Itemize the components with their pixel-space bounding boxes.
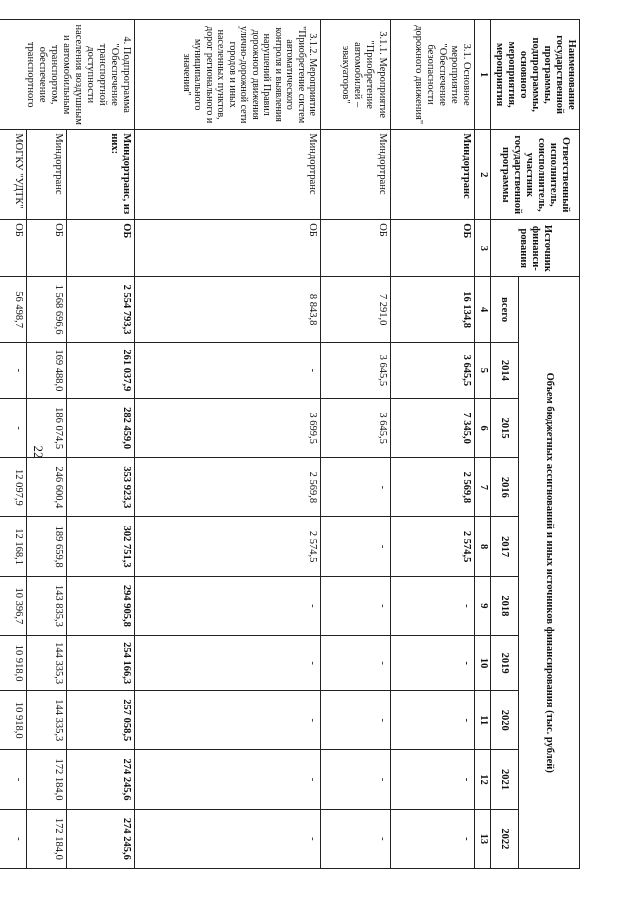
value-total: 8 843,8	[135, 277, 321, 342]
value-cell: 274 245,6	[67, 750, 135, 809]
program-name: 3.1.1. Мероприятие "Приобретение автомобилей – эвакуаторов"	[321, 20, 390, 130]
table-row	[67, 20, 135, 869]
column-index: 7	[475, 458, 490, 517]
value-cell: 294 905,8	[67, 576, 135, 635]
value-cell: 10 918,0	[0, 691, 27, 750]
value-cell: 261 037,9	[67, 342, 135, 398]
value-cell: 282 459,0	[67, 398, 135, 457]
value-cell: -	[321, 809, 390, 868]
table-row	[0, 20, 27, 869]
budget-table-sheet	[13, 19, 580, 869]
header-year: 2019	[490, 635, 519, 690]
value-cell: -	[321, 576, 390, 635]
header-executor: Ответственный исполнитель, соисполнитель, участник государственной программы	[490, 130, 579, 220]
column-index: 11	[475, 691, 490, 750]
value-cell: 12 097,9	[0, 458, 27, 517]
value-cell: -	[135, 750, 321, 809]
value-cell: -	[321, 458, 390, 517]
column-index: 9	[475, 576, 490, 635]
column-index: 4	[475, 277, 490, 342]
value-cell: 257 058,5	[67, 691, 135, 750]
value-cell: 246 600,4	[27, 458, 67, 517]
table-row	[390, 20, 475, 869]
table-row	[27, 20, 67, 869]
column-index: 12	[475, 750, 490, 809]
value-cell: -	[0, 398, 27, 457]
column-index: 6	[475, 398, 490, 457]
value-cell: -	[390, 750, 475, 809]
value-cell: -	[390, 576, 475, 635]
column-index: 5	[475, 342, 490, 398]
value-cell: -	[321, 691, 390, 750]
program-name: 4. Подпрограмма "Обеспечение транспортной доступности населения воздушным и автомобильным транспортом, обеспечение транспортного	[0, 20, 135, 130]
value-cell: 2 569,8	[135, 458, 321, 517]
value-cell: -	[321, 517, 390, 576]
value-total: 16 134,8	[390, 277, 475, 342]
value-cell: 3 645,5	[321, 342, 390, 398]
executor: Миндортранс	[321, 130, 390, 220]
program-name: 3.1.2. Мероприятие "Приобретение систем автоматического контроля и выявления нарушений Правил дорожного движения улично-дорожной сети городов и иных населенных пунктов, дорог регионального и муниципального значения"	[135, 20, 321, 130]
value-cell: 144 335,3	[27, 691, 67, 750]
value-cell: 186 074,5	[27, 398, 67, 457]
executor: Миндортранс	[135, 130, 321, 220]
value-cell: 2 574,5	[390, 517, 475, 576]
executor: Миндортранс, из них:	[67, 130, 135, 220]
value-cell: 353 923,3	[67, 458, 135, 517]
value-cell: 7 345,0	[390, 398, 475, 457]
funding-source: ОБ	[67, 220, 135, 277]
header-year: 2015	[490, 398, 519, 457]
header-year: 2014	[490, 342, 519, 398]
value-cell: -	[135, 576, 321, 635]
value-total: 7 291,0	[321, 277, 390, 342]
value-cell: -	[390, 691, 475, 750]
value-cell: 12 168,1	[0, 517, 27, 576]
column-index: 3	[475, 220, 490, 277]
executor: МОГКУ "УДТК"	[0, 130, 27, 220]
table-row	[135, 20, 321, 869]
value-cell: -	[321, 635, 390, 690]
value-cell: -	[321, 750, 390, 809]
header-source: Источник финанси-рования	[490, 220, 579, 277]
value-cell: 2 569,8	[390, 458, 475, 517]
header-total: всего	[490, 277, 519, 342]
header-funding-group: Объем бюджетных ассигнований и иных источников финансирования (тыс. рублей)	[519, 277, 580, 869]
value-cell: 274 245,6	[67, 809, 135, 868]
value-cell: 254 166,3	[67, 635, 135, 690]
program-name: 3.1. Основное мероприятие "Обеспечение безопасности дорожного движения"	[390, 20, 475, 130]
header-year: 2020	[490, 691, 519, 750]
header-year: 2022	[490, 809, 519, 868]
value-cell: 143 835,3	[27, 576, 67, 635]
table-row	[321, 20, 390, 869]
value-cell: 3 645,5	[390, 342, 475, 398]
column-index: 10	[475, 635, 490, 690]
executor: Миндортранс	[27, 130, 67, 220]
value-total: 1 568 696,6	[27, 277, 67, 342]
page-number: 22	[31, 445, 46, 459]
value-cell: 10 918,0	[0, 635, 27, 690]
value-cell: 2 574,5	[135, 517, 321, 576]
value-cell: 3 645,5	[321, 398, 390, 457]
funding-source: ОБ	[27, 220, 67, 277]
value-total: 2 554 793,3	[67, 277, 135, 342]
column-index: 13	[475, 809, 490, 868]
value-cell: -	[135, 809, 321, 868]
value-cell: -	[0, 809, 27, 868]
budget-table	[0, 19, 580, 869]
header-year: 2018	[490, 576, 519, 635]
value-total: 56 498,7	[0, 277, 27, 342]
value-cell: -	[0, 342, 27, 398]
header-year: 2016	[490, 458, 519, 517]
funding-source: ОБ	[135, 220, 321, 277]
funding-source: ОБ	[321, 220, 390, 277]
value-cell: -	[135, 691, 321, 750]
column-index: 2	[475, 130, 490, 220]
value-cell: -	[390, 635, 475, 690]
value-cell: -	[135, 635, 321, 690]
value-cell: 144 335,3	[27, 635, 67, 690]
value-cell: 10 396,7	[0, 576, 27, 635]
value-cell: -	[0, 750, 27, 809]
value-cell: 172 184,0	[27, 750, 67, 809]
value-cell: 189 659,8	[27, 517, 67, 576]
funding-source: ОБ	[0, 220, 27, 277]
header-year: 2017	[490, 517, 519, 576]
header-program: Наименование государственной программы, подпрограммы, основного мероприятия, мероприятия	[490, 20, 579, 130]
value-cell: 3 699,5	[135, 398, 321, 457]
column-index: 1	[475, 20, 490, 130]
executor: Миндортранс	[390, 130, 475, 220]
value-cell: 302 751,3	[67, 517, 135, 576]
value-cell: 169 488,0	[27, 342, 67, 398]
value-cell: 172 184,0	[27, 809, 67, 868]
value-cell: -	[135, 342, 321, 398]
value-cell: -	[390, 809, 475, 868]
column-index: 8	[475, 517, 490, 576]
funding-source: ОБ	[390, 220, 475, 277]
header-year: 2021	[490, 750, 519, 809]
